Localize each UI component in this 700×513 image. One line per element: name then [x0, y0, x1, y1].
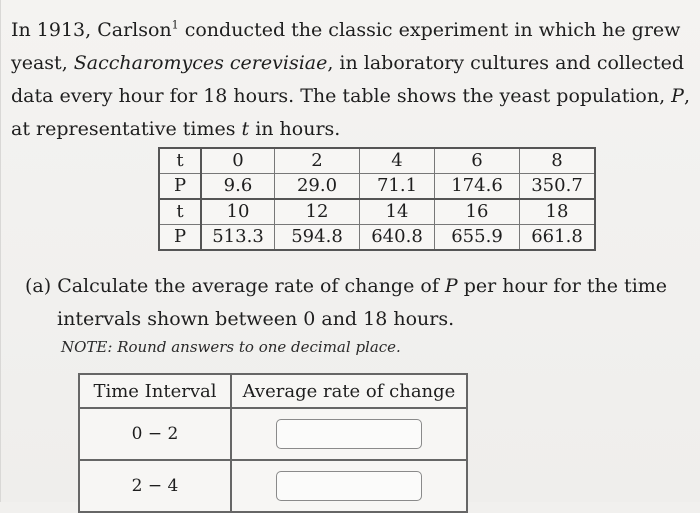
table-row [159, 148, 595, 174]
table-cell: 14 [360, 199, 435, 225]
header-time-interval: Time Interval [79, 374, 231, 408]
species-name: Saccharomyces cerevisiae [73, 52, 328, 74]
rounding-note: NOTE: Round answers to one decimal place. [61, 338, 401, 356]
answer-header-row [79, 374, 467, 408]
table-cell: 29.0 [275, 174, 360, 200]
var-t: t [241, 118, 250, 140]
table-cell: 16 [435, 199, 520, 225]
table-cell: 9.6 [201, 174, 275, 200]
interval-label: 0 − 2 [79, 408, 231, 460]
table-cell: 6 [435, 148, 520, 174]
footnote-marker: 1 [171, 18, 179, 32]
table-cell: 640.8 [360, 225, 435, 251]
answer-cell [231, 460, 467, 512]
table-cell: 655.9 [435, 225, 520, 251]
row-label: t [159, 199, 201, 225]
interval-label: 2 − 4 [79, 460, 231, 512]
answer-table [78, 373, 468, 513]
table-cell: 8 [520, 148, 596, 174]
intro-text-3: , in laboratory cultures and collected data every hour for 18 hours. The table shows the yeast population, [11, 52, 684, 107]
row-label: P [159, 174, 201, 200]
intro-text-5: in hours. [249, 118, 341, 140]
table-cell: 12 [275, 199, 360, 225]
table-cell: 513.3 [201, 225, 275, 251]
intro-text-2: conducted the classic experiment in which he grew yeast, [11, 19, 681, 74]
answer-input-2-4[interactable] [276, 471, 422, 501]
yeast-data-table [158, 147, 596, 251]
table-row [159, 225, 595, 251]
table-cell: 10 [201, 199, 275, 225]
table-cell: 661.8 [520, 225, 596, 251]
problem-intro [11, 14, 691, 146]
table-cell: 0 [201, 148, 275, 174]
table-row [159, 199, 595, 225]
var-p: P [444, 275, 458, 297]
table-cell: 174.6 [435, 174, 520, 200]
question-text-line2: intervals shown between 0 and 18 hours. [57, 308, 455, 330]
answer-input-0-2[interactable] [276, 419, 422, 449]
question-part-a [25, 270, 685, 336]
table-cell: 4 [360, 148, 435, 174]
table-cell: 594.8 [275, 225, 360, 251]
table-cell: 350.7 [520, 174, 596, 200]
answer-cell [231, 408, 467, 460]
table-row [159, 174, 595, 200]
row-label: t [159, 148, 201, 174]
answer-row [79, 408, 467, 460]
table-cell: 2 [275, 148, 360, 174]
var-p: P [671, 85, 684, 107]
question-text-1: (a) Calculate the average rate of change of [25, 275, 445, 297]
answer-row [79, 460, 467, 512]
question-text-2: per hour for the time [457, 275, 668, 297]
intro-text-4: , at representative times [11, 85, 691, 140]
intro-text-1: In 1913, Carlson [11, 19, 172, 41]
table-cell: 71.1 [360, 174, 435, 200]
header-average-rate: Average rate of change [231, 374, 467, 408]
table-cell: 18 [520, 199, 596, 225]
row-label: P [159, 225, 201, 251]
